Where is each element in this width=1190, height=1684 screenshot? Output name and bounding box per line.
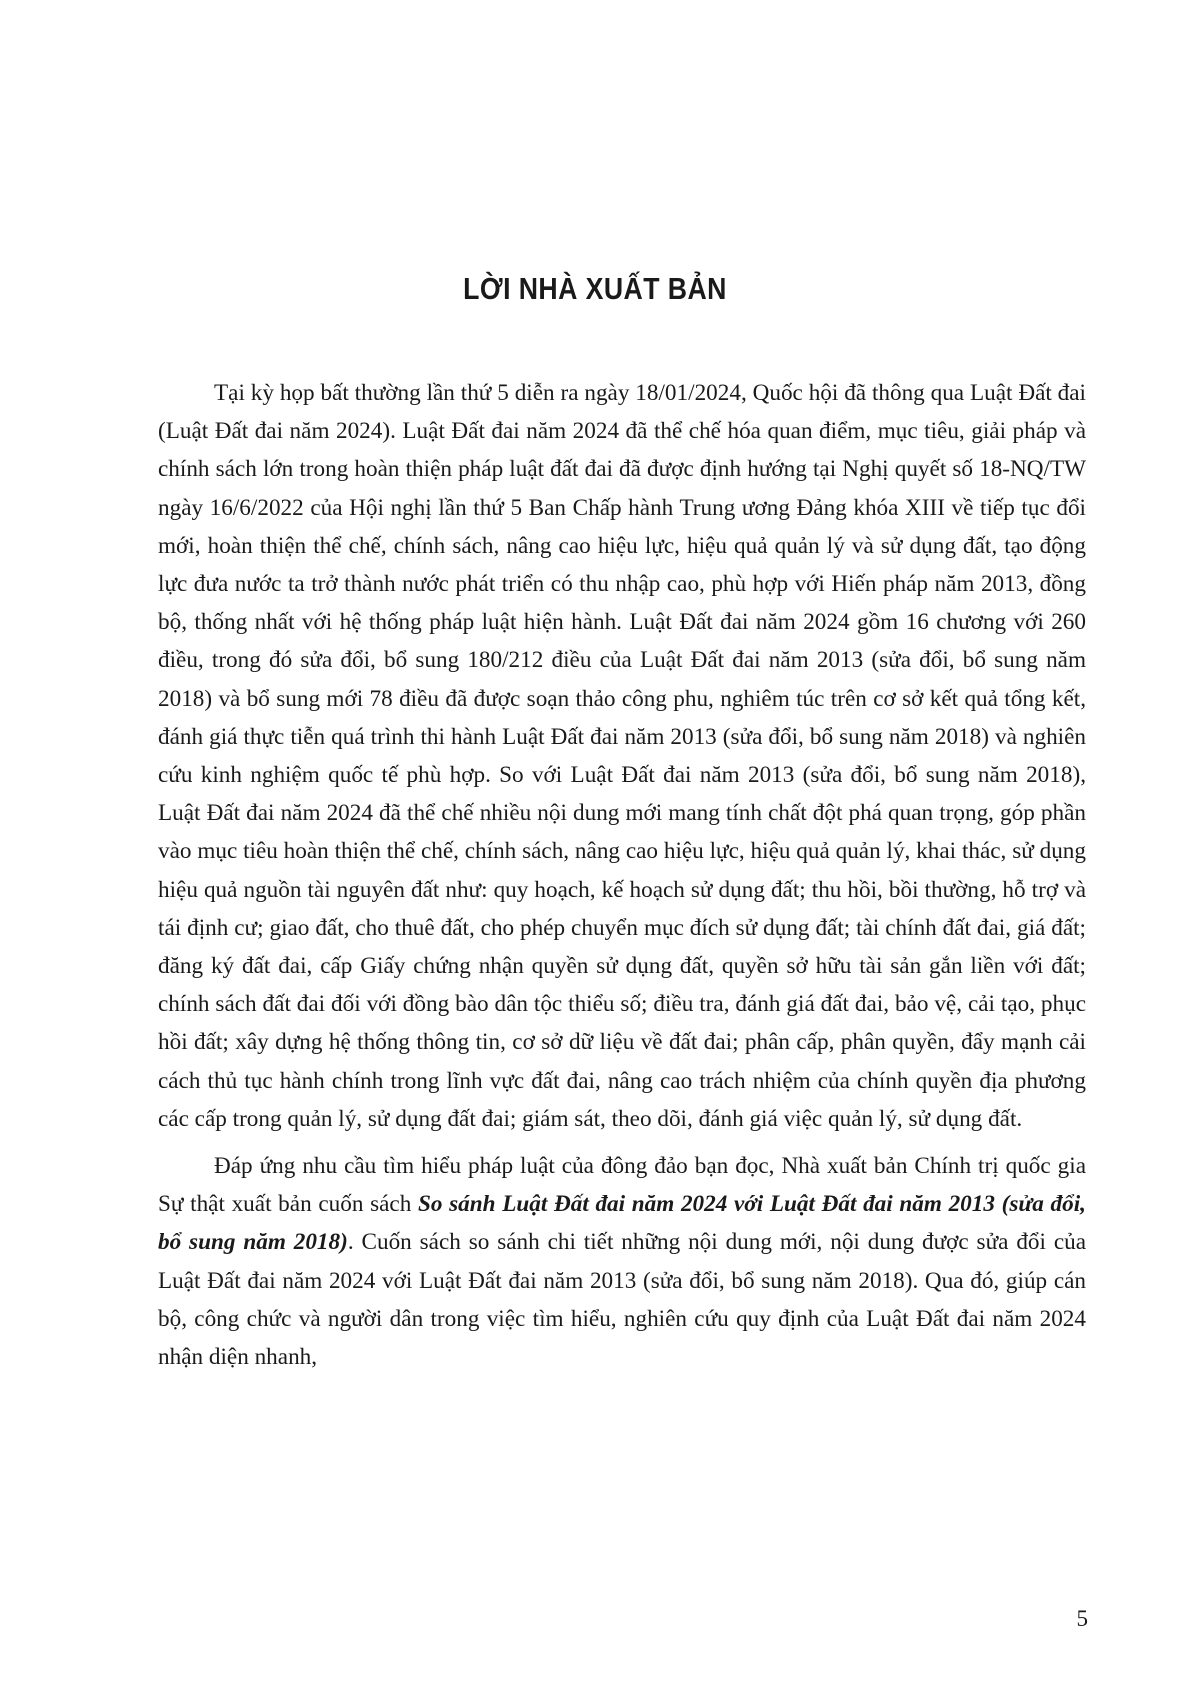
paragraph-2 xyxy=(158,1147,1086,1376)
paragraph-2-intro: Đáp ứng nhu cầu tìm hiểu pháp luật của đông đảo bạn đọc, Nhà xuất bản Chính trị quốc gia Sự thật xuất bản cuốn sách xyxy=(158,1153,1086,1218)
paragraph-1: Tại kỳ họp bất thường lần thứ 5 diễn ra ngày 18/01/2024, Quốc hội đã thông qua Luật Đất đai (Luật Đất đai năm 2024). Luật Đất đai năm 2024 đã thể chế hóa quan điểm, mục tiêu, giải pháp và chính sách lớn trong hoàn thiện pháp luật đất đai đã được định hướng tại Nghị quyết số 18-NQ/TW ngày 16/6/2022 của Hội nghị lần thứ 5 Ban Chấp hành Trung ương Đảng khóa XIII về tiếp tục đổi mới, hoàn thiện thể chế, chính sách, nâng cao hiệu lực, hiệu quả quản lý và sử dụng đất, tạo động lực đưa nước ta trở thành nước phát triển có thu nhập cao, phù hợp với Hiến pháp năm 2013, đồng bộ, thống nhất với hệ thống pháp luật hiện hành. Luật Đất đai năm 2024 gồm 16 chương với 260 điều, trong đó sửa đổi, bổ sung 180/212 điều của Luật Đất đai năm 2013 (sửa đổi, bổ sung năm 2018) và bổ sung mới 78 điều đã được soạn thảo công phu, nghiêm túc trên cơ sở kết quả tổng kết, đánh giá thực tiễn quá trình thi hành Luật Đất đai năm 2013 (sửa đổi, bổ sung năm 2018) và nghiên cứu kinh nghiệm quốc tế phù hợp. So với Luật Đất đai năm 2013 (sửa đổi, bổ sung năm 2018), Luật Đất đai năm 2024 đã thể chế nhiều nội dung mới mang tính chất đột phá quan trọng, góp phần vào mục tiêu hoàn thiện thể chế, chính sách, nâng cao hiệu lực, hiệu quả quản lý, khai thác, sử dụng hiệu quả nguồn tài nguyên đất như: quy hoạch, kế hoạch sử dụng đất; thu hồi, bồi thường, hỗ trợ và tái định cư; giao đất, cho thuê đất, cho phép chuyển mục đích sử dụng đất; tài chính đất đai, giá đất; đăng ký đất đai, cấp Giấy chứng nhận quyền sử dụng đất, quyền sở hữu tài sản gắn liền với đất; chính sách đất đai đối với đồng bào dân tộc thiểu số; điều tra, đánh giá đất đai, bảo vệ, cải tạo, phục hồi đất; xây dựng hệ thống thông tin, cơ sở dữ liệu về đất đai; phân cấp, phân quyền, đẩy mạnh cải cách thủ tục hành chính trong lĩnh vực đất đai, nâng cao trách nhiệm của chính quyền địa phương các cấp trong quản lý, sử dụng đất đai; giám sát, theo dõi, đánh giá việc quản lý, sử dụng đất. xyxy=(158,380,1086,1132)
paragraph-2-continuation: . Cuốn sách so sánh chi tiết những nội dung mới, nội dung được sửa đổi của Luật Đất đai năm 2024 với Luật Đất đai năm 2013 (sửa đổi, bổ sung năm 2018). Qua đó, giúp cán bộ, công chức và người dân trong việc tìm hiểu, nghiên cứu quy định của Luật Đất đai năm 2024 nhận diện nhanh, xyxy=(158,1229,1086,1371)
page-title: LỜI NHÀ XUẤT BẢN xyxy=(463,271,727,306)
body-text xyxy=(158,374,1086,1385)
page-number: 5 xyxy=(1076,1606,1088,1631)
book-title: So sánh Luật Đất đai năm 2024 với Luật Đất đai năm 2013 (sửa đổi, bổ sung năm 2018) xyxy=(158,1191,1086,1256)
